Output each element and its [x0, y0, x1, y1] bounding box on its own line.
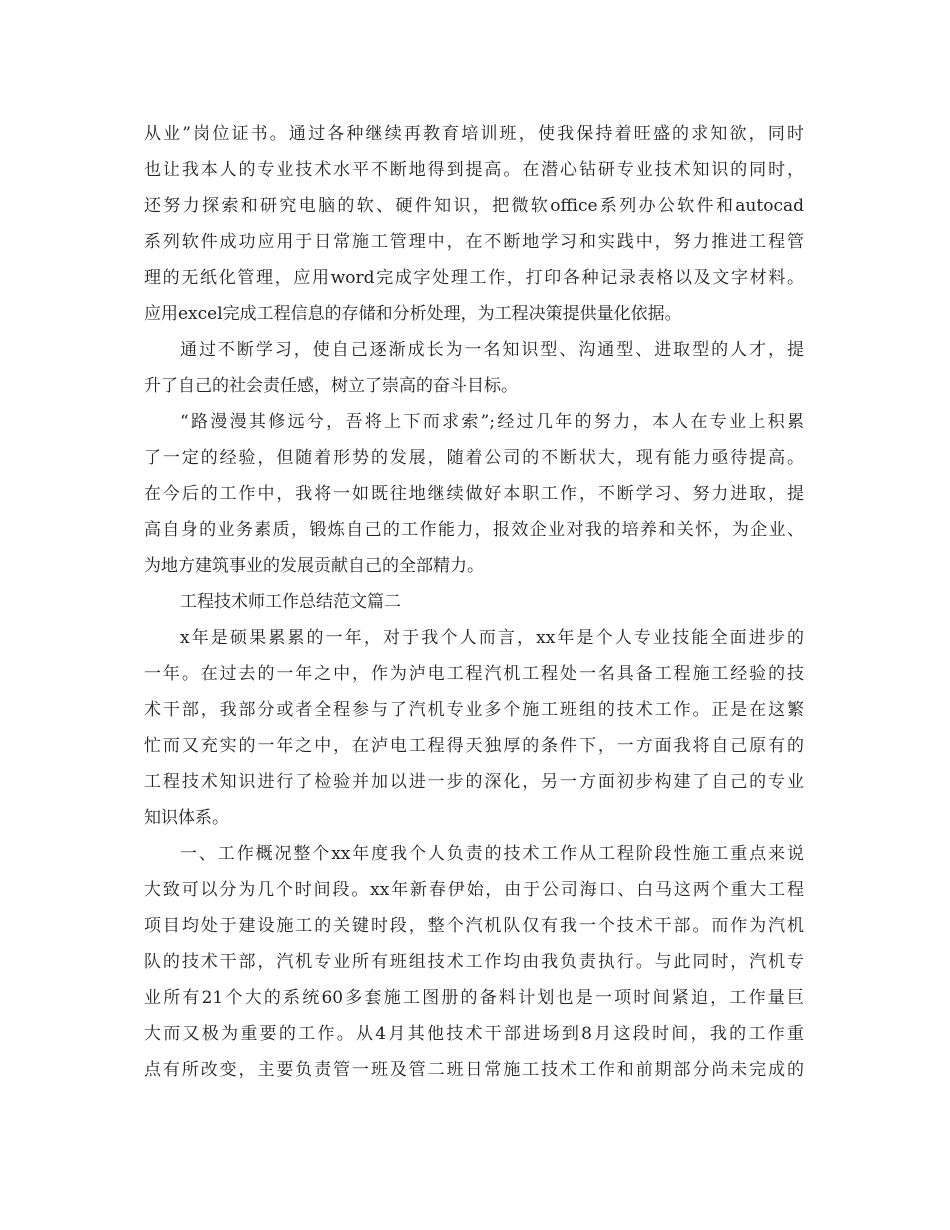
text-line: 忙而又充实的一年之中，在泸电工程得天独厚的条件下，一方面我将自己原有的 — [144, 736, 804, 756]
text-line: 术干部，我部分或者全程参与了汽机专业多个施工班组的技术工作。正是在这繁 — [144, 700, 804, 720]
text-line: 高自身的业务素质，锻炼自己的工作能力，报效企业对我的培养和关怀，为企业、 — [144, 520, 804, 540]
document-body — [144, 116, 804, 1088]
text-line: 还努力探索和研究电脑的软、硬件知识，把微软office系列办公软件和autocad — [144, 196, 804, 216]
text-line: 业所有21个大的系统60多套施工图册的备料计划也是一项时间紧迫，工作量巨 — [144, 988, 804, 1008]
text-line: 从业”岗位证书。通过各种继续再教育培训班，使我保持着旺盛的求知欲，同时 — [144, 124, 804, 144]
text-line: 理的无纸化管理，应用word完成字处理工作，打印各种记录表格以及文字材料。 — [144, 268, 804, 288]
text-line: 一年。在过去的一年之中，作为泸电工程汽机工程处一名具备工程施工经验的技 — [144, 664, 804, 684]
text-line: 大致可以分为几个时间段。xx年新春伊始，由于公司海口、白马这两个重大工程 — [144, 880, 804, 900]
text-line: 知识体系。 — [144, 808, 229, 828]
text-line: 升了自己的社会责任感，树立了崇高的奋斗目标。 — [144, 376, 518, 396]
text-line: 系列软件成功应用于日常施工管理中，在不断地学习和实践中，努力推进工程管 — [144, 232, 804, 252]
text-line: 大而又极为重要的工作。从4月其他技术干部进场到8月这段时间，我的工作重 — [144, 1024, 804, 1044]
text-line: 工程技术师工作总结范文篇二 — [180, 592, 401, 612]
text-line: 了一定的经验，但随着形势的发展，随着公司的不断状大，现有能力亟待提高。 — [144, 448, 804, 468]
text-line: 为地方建筑事业的发展贡献自己的全部精力。 — [144, 556, 484, 576]
text-line: x年是硕果累累的一年，对于我个人而言，xx年是个人专业技能全面进步的 — [180, 628, 804, 648]
text-line: 应用excel完成工程信息的存储和分析处理，为工程决策提供量化依据。 — [144, 304, 682, 324]
text-line: 点有所改变，主要负责管一班及管二班日常施工技术工作和前期部分尚未完成的 — [144, 1060, 804, 1080]
text-line: 队的技术干部，汽机专业所有班组技术工作均由我负责执行。与此同时，汽机专 — [144, 952, 804, 972]
text-line: 也让我本人的专业技术水平不断地得到提高。在潜心钻研专业技术知识的同时， — [144, 160, 804, 180]
text-line: 项目均处于建设施工的关键时段，整个汽机队仅有我一个技术干部。而作为汽机 — [144, 916, 804, 936]
text-line: 通过不断学习，使自己逐渐成长为一名知识型、沟通型、进取型的人才，提 — [180, 340, 804, 360]
text-line: “路漫漫其修远兮，吾将上下而求索”;经过几年的努力，本人在专业上积累 — [180, 412, 804, 432]
text-line: 在今后的工作中，我将一如既往地继续做好本职工作，不断学习、努力进取，提 — [144, 484, 804, 504]
text-line: 一、工作概况整个xx年度我个人负责的技术工作从工程阶段性施工重点来说 — [180, 844, 804, 864]
text-line: 工程技术知识进行了检验并加以进一步的深化，另一方面初步构建了自己的专业 — [144, 772, 804, 792]
